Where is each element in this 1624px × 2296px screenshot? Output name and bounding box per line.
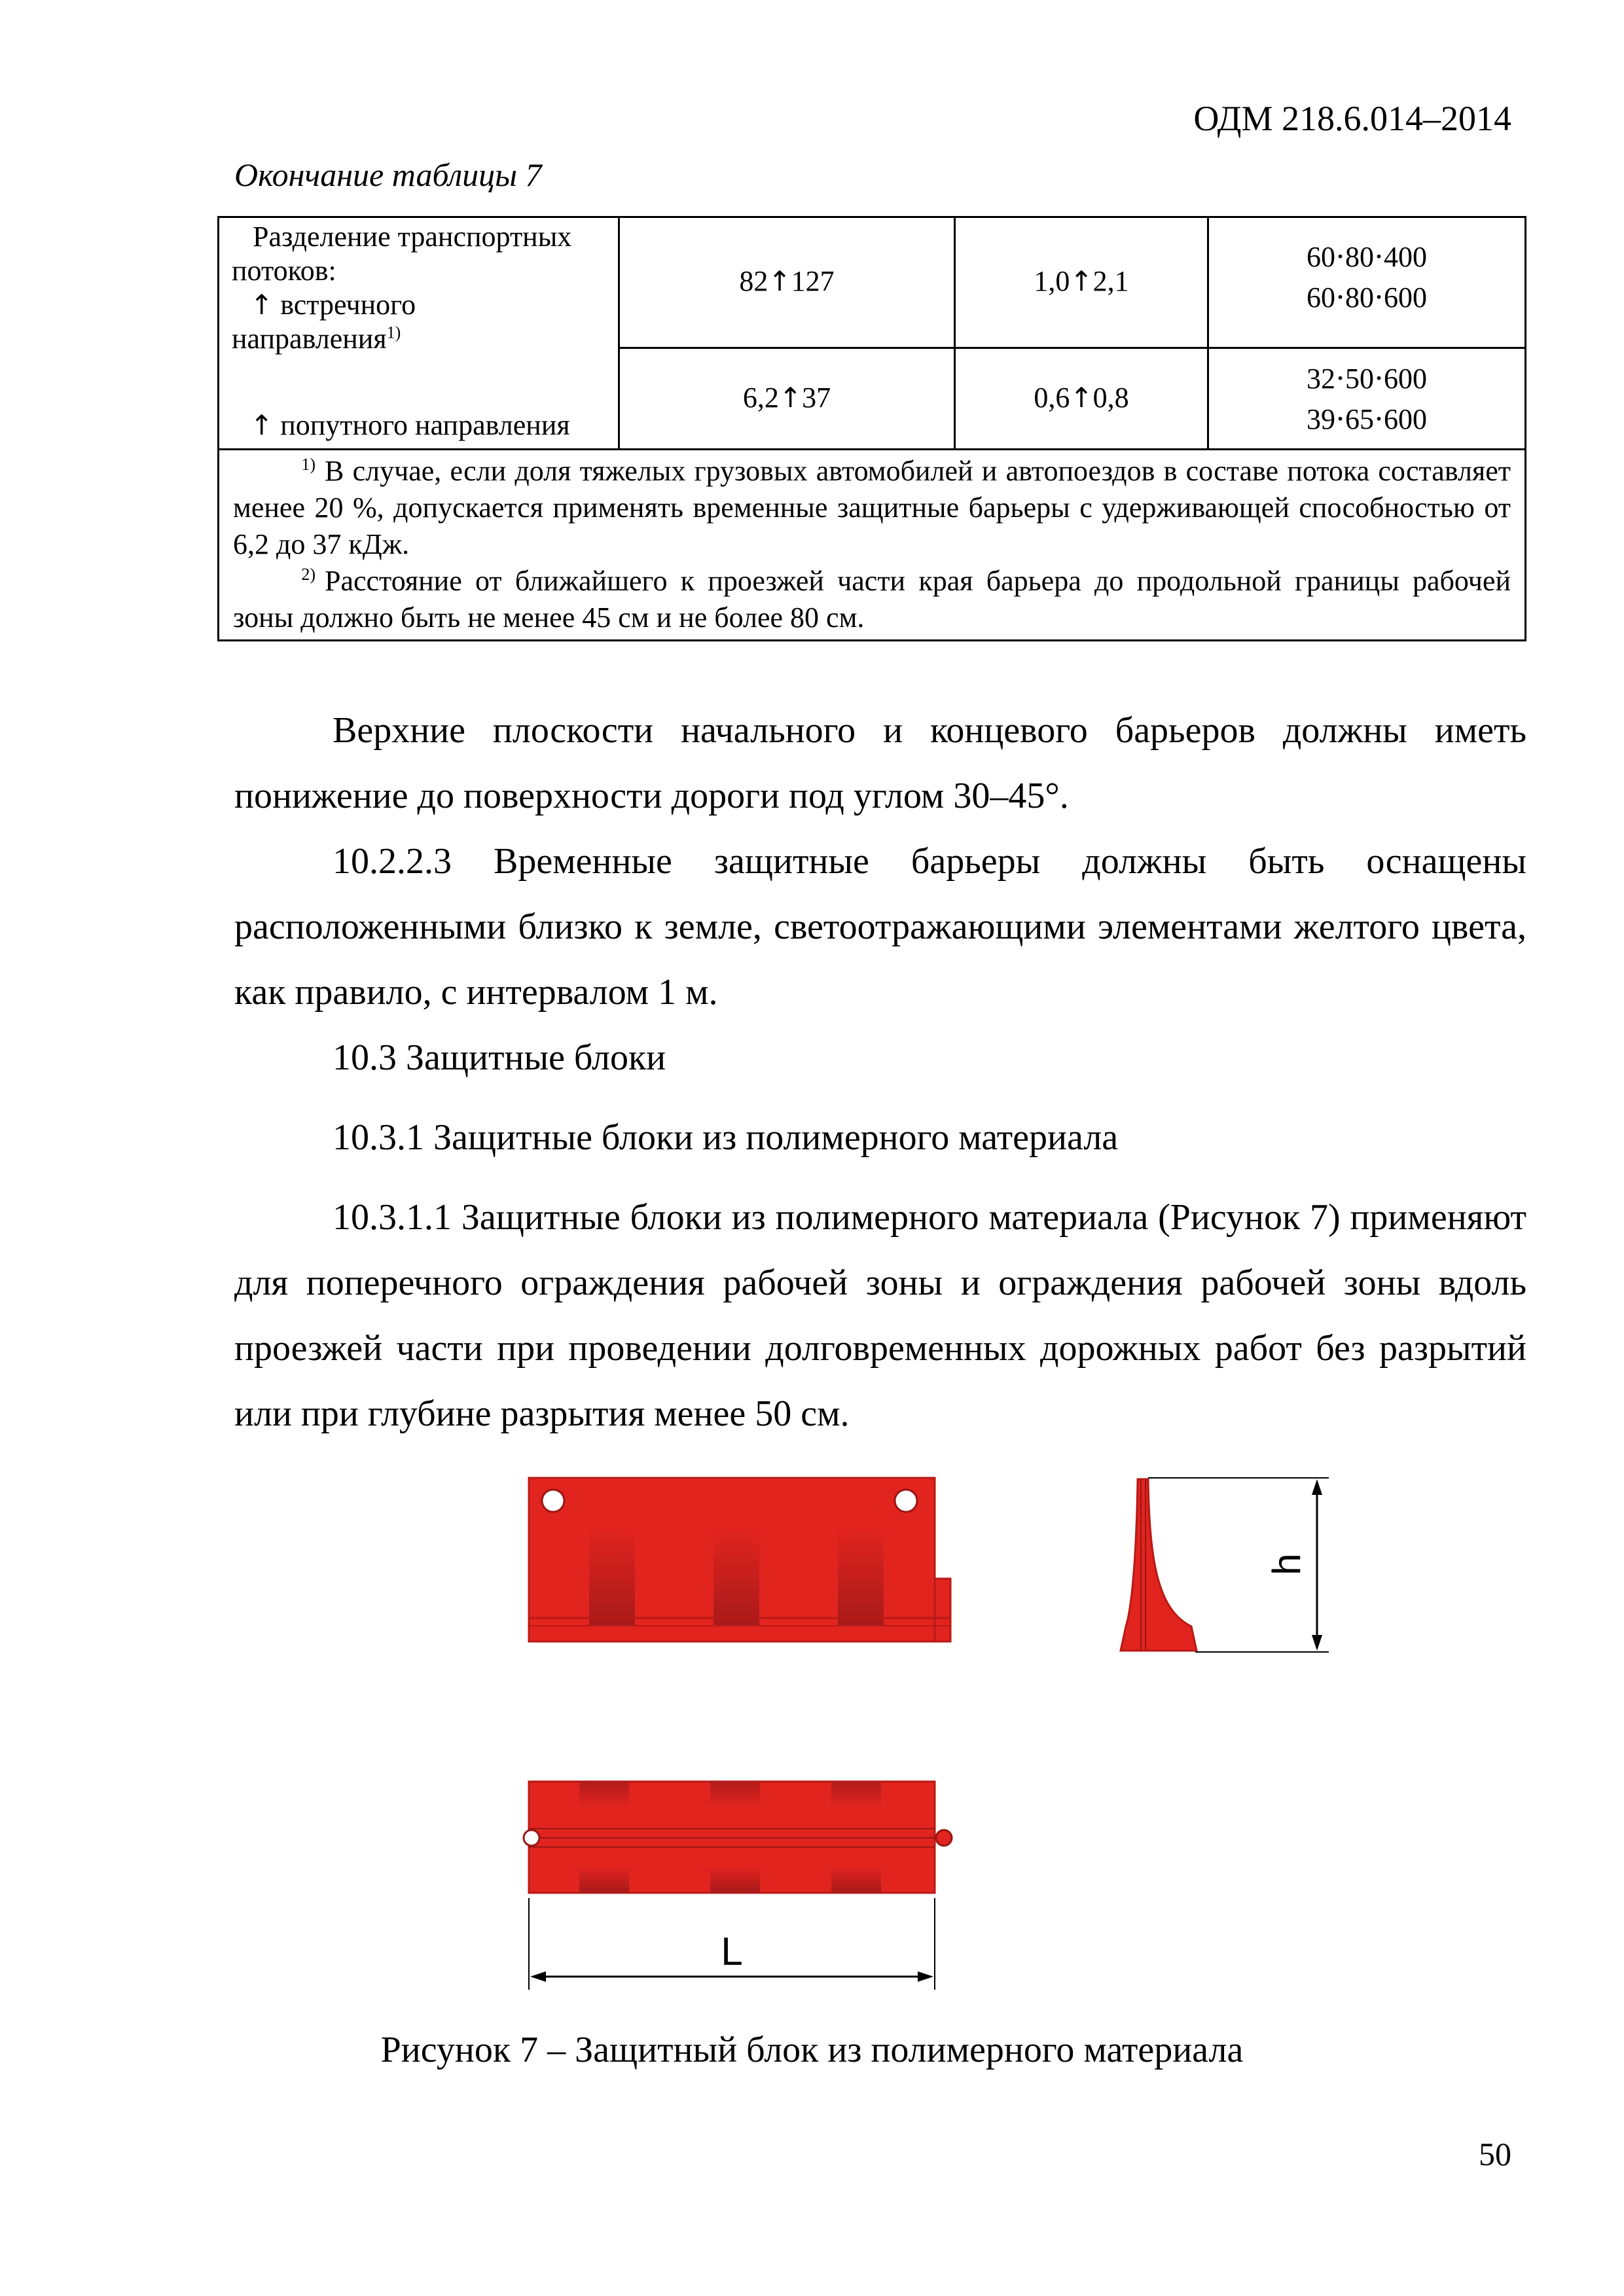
block-side-view: [529, 1478, 950, 1641]
up-arrow-icon: ↑: [778, 382, 803, 414]
dims-value: 39⋅65⋅600: [1306, 403, 1428, 435]
table-caption: Окончание таблицы 7: [234, 156, 542, 193]
deflection-cell: [956, 381, 1207, 415]
pin-hole-icon: [524, 1830, 539, 1846]
dimension-h-label: h: [1265, 1553, 1308, 1575]
energy-cell: [620, 381, 954, 415]
energy-from: 82: [739, 265, 768, 297]
figure-caption: Рисунок 7 – Защитный блок из полимерного материала: [380, 2030, 1244, 2070]
mount-hole-icon: [542, 1490, 564, 1512]
energy-cell: [620, 264, 954, 298]
pin-knob-icon: [936, 1830, 952, 1846]
energy-to: 37: [802, 382, 831, 414]
dims-value: 32⋅50⋅600: [1306, 363, 1428, 395]
paragraph: 10.3.1.1 Защитные блоки из полимерного материала (Рисунок 7) применяют для поперечного ограждения рабочей зоны и ограждения рабочей зоны вдоль проезжей части при проведении долговременных дорожных работ без разрытий или при глубине разрытия менее 50 см.: [234, 1197, 1526, 1434]
deflection-from: 1,0: [1034, 265, 1070, 297]
dims-cell: [1209, 359, 1525, 440]
dims-value: 60⋅80⋅600: [1306, 281, 1428, 314]
paragraph: Верхние плоскости начального и концевого барьеров должны иметь понижение до поверхности дороги под углом 30–45°.: [234, 710, 1526, 816]
row-label: [232, 220, 618, 356]
doc-id: ОДМ 218.6.014–2014: [1193, 99, 1511, 138]
paragraph: 10.2.2.3 Временные защитные барьеры должны быть оснащены расположенными близко к земле, светоотражающими элементами желтого цвета, как правило, с интервалом 1 м.: [234, 841, 1526, 1013]
row-label-same-text: попутного направления: [280, 409, 570, 441]
section-heading: 10.3 Защитные блоки: [333, 1037, 666, 1078]
table-footnote-1: $^{1)}$ В случае, если доля тяжелых грузовых автомобилей и автопоездов в составе потока составляет менее 20 %, допускается применять временные защитные барьеры с удерживающей способностью от 6,2 до 37 кДж.: [233, 455, 1511, 560]
footnote-text: В случае, если доля тяжелых грузовых автомобилей и автопоездов в составе потока составляет менее 20 %, допускается применять временные защитные барьеры с удерживающей способностью от 6,2 до 37 кДж.: [233, 455, 1511, 560]
deflection-to: 0,8: [1092, 382, 1129, 414]
up-arrow-icon: ↑: [250, 409, 274, 441]
deflection-to: 2,1: [1092, 265, 1129, 297]
dimension-L-label: L: [721, 1929, 743, 1973]
block-end-view: [1121, 1478, 1329, 1652]
up-arrow-icon: ↑: [250, 289, 274, 321]
parameters-table: [217, 216, 1526, 641]
up-arrow-icon: ↑: [768, 265, 791, 297]
deflection-from: 0,6: [1034, 382, 1070, 414]
figure-polymer-block: [517, 1466, 1368, 2003]
footnote-text: Расстояние от ближайшего к проезжей части края барьера до продольной границы рабочей зоны должно быть не менее 45 см и не более 80 см.: [233, 565, 1511, 634]
row-label-line1: Разделение транспортных: [253, 221, 572, 253]
dims-cell: [1209, 237, 1525, 318]
footnote-mark: 1): [386, 323, 401, 342]
deflection-cell: [956, 264, 1207, 298]
energy-to: 127: [791, 265, 835, 297]
table-footnote-2: $^{2)}$ Расстояние от ближайшего к проезжей части края барьера до продольной границы рабочей зоны должно быть не менее 45 см и не более 80 см.: [233, 565, 1511, 634]
up-arrow-icon: ↑: [1070, 382, 1093, 414]
body-text: [234, 698, 1526, 1446]
subsection-heading: 10.3.1 Защитные блоки из полимерного материала: [333, 1117, 1119, 1158]
mount-hole-icon: [895, 1490, 917, 1512]
row-label-line2: потоков:: [232, 255, 336, 287]
page-number: 50: [1479, 2136, 1511, 2172]
block-top-view: [524, 1782, 952, 1990]
row-label-opposite-b: направления: [232, 323, 387, 355]
energy-from: 6,2: [742, 382, 779, 414]
dims-value: 60⋅80⋅400: [1306, 241, 1428, 273]
row-label-opposite-a: встречного: [280, 289, 416, 321]
row-label-same: [250, 408, 617, 442]
up-arrow-icon: ↑: [1070, 265, 1093, 297]
